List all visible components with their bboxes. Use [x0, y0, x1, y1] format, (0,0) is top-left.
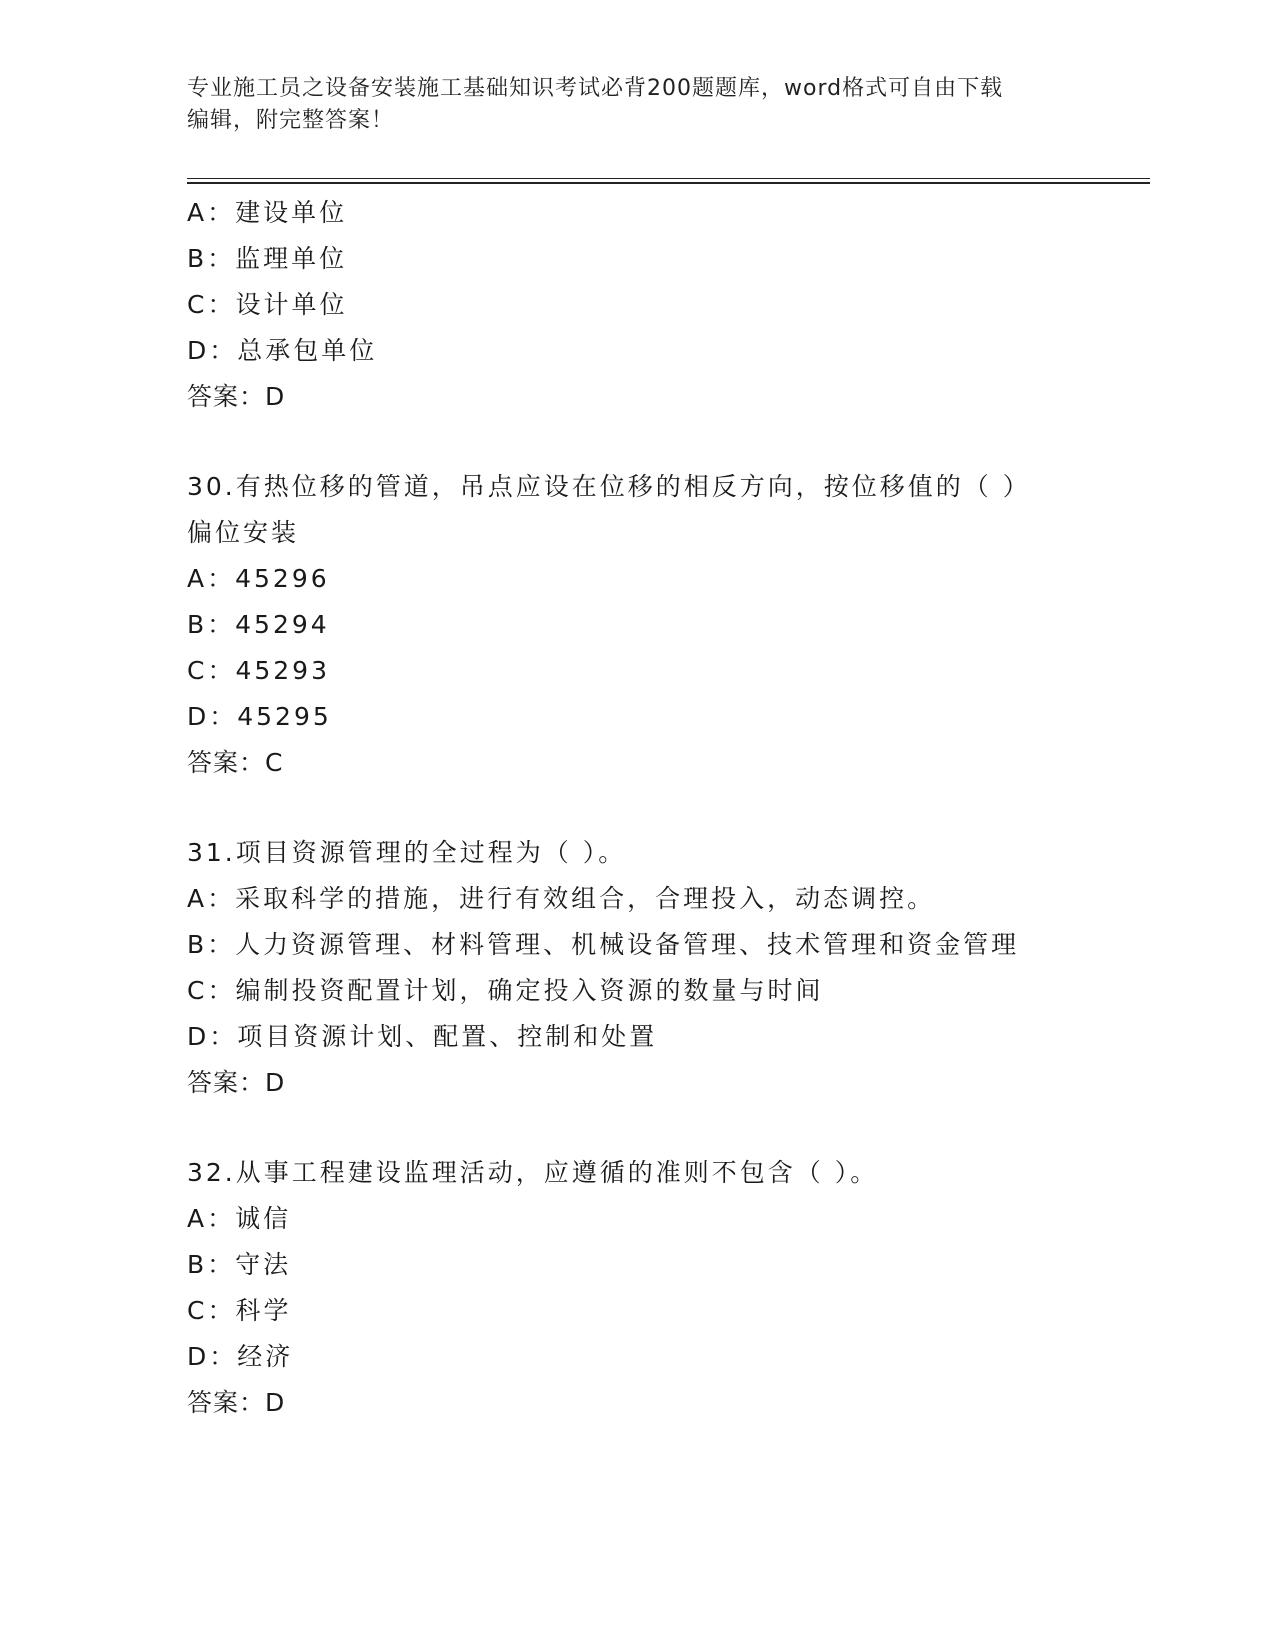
- option-b: B：监理单位: [187, 244, 348, 273]
- option-a: A：45296: [187, 564, 330, 593]
- option-c: C：设计单位: [187, 290, 348, 319]
- spacer: [187, 786, 1147, 830]
- option-b: B：人力资源管理、材料管理、机械设备管理、技术管理和资金管理: [187, 930, 1020, 959]
- answer: 答案：D: [187, 382, 286, 411]
- option-a: A：诚信: [187, 1204, 292, 1233]
- option-a: A：建设单位: [187, 198, 348, 227]
- option-a: A：采取科学的措施，进行有效组合，合理投入，动态调控。: [187, 884, 936, 913]
- question-31: [187, 830, 1147, 1106]
- question-stem: 32.从事工程建设监理活动，应遵循的准则不包含（ ）。: [187, 1158, 879, 1187]
- header-title-line-1: 专业施工员之设备安装施工基础知识考试必背200题题库，word格式可自由下载: [187, 76, 1004, 101]
- option-d: D：项目资源计划、配置、控制和处置: [187, 1022, 658, 1051]
- header-divider: [187, 178, 1150, 184]
- option-b: B：45294: [187, 610, 330, 639]
- document-header: [187, 73, 1077, 137]
- question-stem-continued: 偏位安装: [187, 518, 300, 547]
- question-30: [187, 464, 1147, 786]
- question-32: [187, 1150, 1147, 1426]
- spacer: [187, 420, 1147, 464]
- spacer: [187, 1106, 1147, 1150]
- option-d: D：总承包单位: [187, 336, 378, 365]
- question-stem: 31.项目资源管理的全过程为（ ）。: [187, 838, 627, 867]
- option-c: C：科学: [187, 1296, 292, 1325]
- option-b: B：守法: [187, 1250, 292, 1279]
- option-d: D：经济: [187, 1342, 294, 1371]
- option-c: C：45293: [187, 656, 330, 685]
- answer: 答案：D: [187, 1068, 286, 1097]
- option-c: C：编制投资配置计划，确定投入资源的数量与时间: [187, 976, 824, 1005]
- question-list: [187, 190, 1147, 1426]
- header-title-line-2: 编辑，附完整答案！: [187, 108, 395, 133]
- question-stem: 30.有热位移的管道，吊点应设在位移的相反方向，按位移值的（ ）: [187, 472, 1031, 501]
- option-d: D：45295: [187, 702, 332, 731]
- answer: 答案：D: [187, 1388, 286, 1417]
- answer: 答案：C: [187, 748, 284, 777]
- question-29: [187, 190, 1147, 420]
